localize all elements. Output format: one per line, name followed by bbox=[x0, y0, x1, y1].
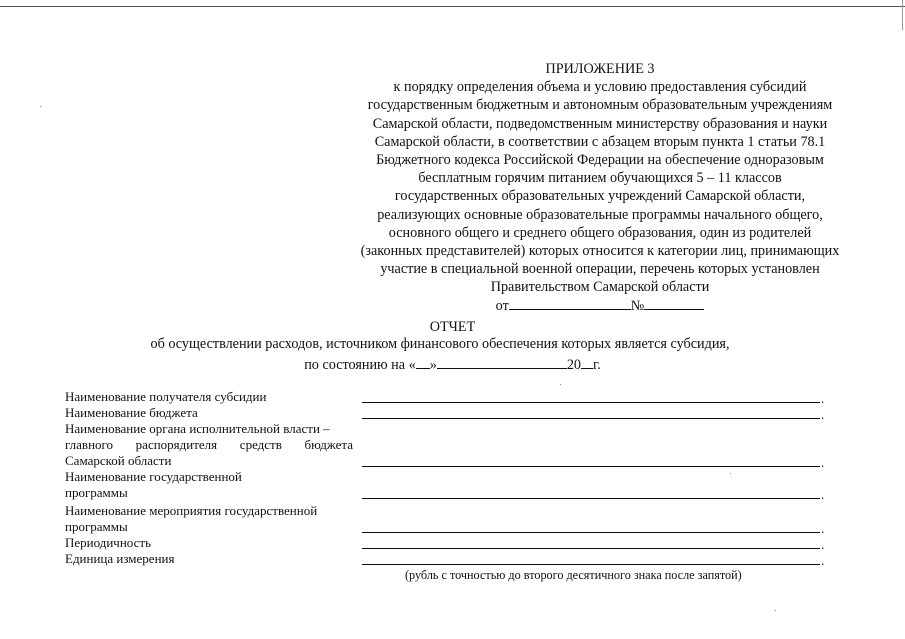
appendix-header bbox=[330, 60, 870, 315]
scan-speck bbox=[40, 106, 41, 107]
periodicity-label: Периодичность bbox=[65, 535, 152, 550]
date-prefix: по состоянию на « bbox=[304, 357, 416, 373]
program-end: . bbox=[821, 487, 825, 502]
scan-speck bbox=[560, 384, 561, 385]
appendix-line: государственных образовательных учреждений Самарской области, bbox=[394, 188, 806, 205]
program-field[interactable] bbox=[362, 498, 820, 499]
appendix-line: (законных представителей) которых относится к категории лиц, принимающих bbox=[360, 243, 840, 260]
recipient-label: Наименование получателя субсидии bbox=[65, 389, 267, 404]
program-label-l2: программы bbox=[65, 485, 128, 500]
appendix-title: ПРИЛОЖЕНИЕ 3 bbox=[545, 61, 655, 77]
appendix-line: Самарской области, подведомственным министерству образования и науки bbox=[372, 115, 828, 132]
scan-speck bbox=[775, 610, 776, 611]
number-blank bbox=[644, 297, 704, 310]
top-border-rule bbox=[0, 6, 905, 7]
appendix-line: бесплатным горячим питанием обучающихся 5 – 11 классов bbox=[418, 170, 782, 187]
recipient-field[interactable] bbox=[362, 402, 820, 403]
appendix-date-number bbox=[330, 297, 870, 315]
day-blank bbox=[416, 356, 430, 369]
unit-label: Единица измерения bbox=[65, 551, 175, 566]
appendix-line: Самарской области, в соответствии с абзацем вторым пункта 1 статьи 78.1 bbox=[374, 133, 826, 150]
report-title: ОТЧЕТ bbox=[429, 319, 476, 335]
unit-caption: (рубль с точностью до второго десятичного знака после запятой) bbox=[405, 568, 742, 582]
budget-end: . bbox=[821, 407, 825, 422]
appendix-line: государственным бюджетным и автономным образовательным учреждениям bbox=[367, 97, 833, 114]
authority-label-l1: Наименование органа исполнительной власти – bbox=[65, 421, 330, 436]
authority-label-l2: главного распорядителя средств бюджета bbox=[65, 437, 353, 452]
authority-end: . bbox=[821, 455, 825, 470]
appendix-line: к порядку определения объема и условию предоставления субсидий bbox=[393, 79, 807, 96]
appendix-line: Правительством Самарской области bbox=[490, 279, 710, 296]
unit-end: . bbox=[821, 553, 825, 568]
measure-end: . bbox=[821, 521, 825, 536]
authority-label-l3: Самарской области bbox=[65, 453, 172, 468]
report-date-line bbox=[0, 356, 905, 374]
budget-field[interactable] bbox=[362, 418, 820, 419]
appendix-line: Бюджетного кодекса Российской Федерации на обеспечение одноразовым bbox=[376, 152, 824, 169]
number-label: № bbox=[630, 297, 645, 314]
date-blank bbox=[509, 297, 631, 310]
periodicity-end: . bbox=[821, 537, 825, 552]
program-label-l1: Наименование государственной bbox=[65, 469, 242, 484]
report-subtitle: об осуществлении расходов, источником финансового обеспечения которых является субсидия, bbox=[150, 336, 730, 352]
year-blank bbox=[581, 356, 593, 369]
date-suffix: г. bbox=[593, 357, 601, 373]
appendix-line: реализующих основные образовательные программы начального общего, bbox=[377, 206, 823, 223]
measure-label-l2: программы bbox=[65, 519, 128, 534]
measure-label-l1: Наименование мероприятия государственной bbox=[65, 503, 318, 518]
unit-field[interactable] bbox=[362, 564, 820, 565]
appendix-line: основного общего и среднего общего образования, один из родителей bbox=[388, 224, 812, 241]
recipient-end: . bbox=[821, 391, 825, 406]
appendix-line: участие в специальной военной операции, перечень которых установлен bbox=[380, 261, 820, 278]
page-edge-mark bbox=[902, 0, 903, 30]
scan-speck bbox=[730, 473, 731, 474]
measure-field[interactable] bbox=[362, 532, 820, 533]
periodicity-field[interactable] bbox=[362, 548, 820, 549]
year-prefix: 20 bbox=[566, 357, 581, 373]
date-quote-close: » bbox=[429, 357, 437, 373]
budget-label: Наименование бюджета bbox=[65, 405, 198, 420]
from-label: от bbox=[495, 297, 509, 314]
authority-field[interactable] bbox=[362, 466, 820, 467]
month-blank bbox=[437, 356, 567, 369]
